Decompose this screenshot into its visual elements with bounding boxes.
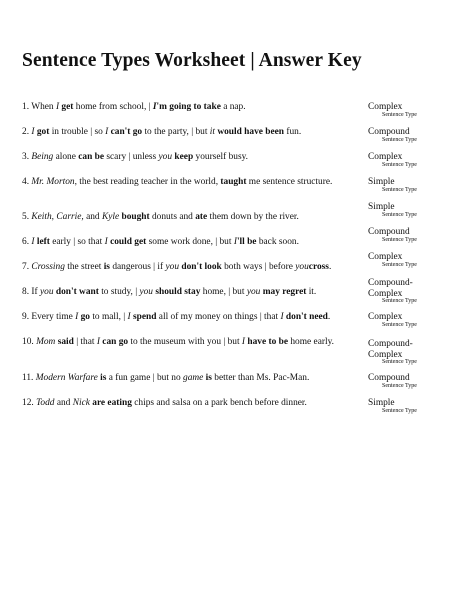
sentence-text: taught [220,177,247,187]
sentence-text: I [152,102,157,112]
sentence-text: | that [73,337,97,347]
sentence-text: don't look [181,262,222,272]
item-number: 7. [22,262,32,272]
sentence-text: I [31,237,35,247]
sentence-text: . [327,312,331,322]
item-number: 2. [22,127,32,137]
sentence-text: early | so that [49,237,105,247]
sentence-text: I [104,237,108,247]
item-number: 5. [22,212,32,222]
sentence-item [22,312,352,324]
sentence-text: some work done, | but [146,237,234,247]
sentence-text: back soon. [256,237,299,247]
sentence-text: you [295,262,309,272]
sentence-type-label: Sentence Type [382,211,417,218]
sentence-text: said [57,337,74,347]
sentence-text: in trouble | so [49,127,106,137]
sentence-text: don't need [285,312,328,322]
sentence-item [22,127,352,139]
item-number: 4. [22,177,32,187]
sentence-text: don't want [55,287,99,297]
sentence-text: 'll be [236,237,257,247]
sentence-text: home early. [288,337,335,347]
sentence-type-label: Sentence Type [382,321,417,328]
sentence-text: get [61,102,74,112]
sentence-type-label: Sentence Type [382,298,417,304]
sentence-text: I [241,337,246,347]
sentence-text: me sentence structure. [246,177,333,187]
sentence-text: dangerous | if [109,262,166,272]
sentence-text: you [139,287,153,297]
sentence-item [22,102,352,114]
sentence-text: home, | but [200,287,247,297]
sentence-type-answer: Complex [368,152,403,162]
sentence-type-label: Sentence Type [382,261,417,268]
sentence-text: I [280,312,284,322]
sentence-type-answer: Simple [368,202,395,212]
sentence-text: the street [64,262,104,272]
sentence-text: can't go [110,127,143,137]
sentence-text: I [75,312,79,322]
item-number: 1. [22,102,32,112]
sentence-item [22,262,352,274]
sentence-text: home from school, | [73,102,153,112]
item-number: 11. [22,373,36,383]
sentence-text: Mr. Morton [31,177,75,187]
sentence-text: it. [306,287,317,297]
sentence-type-answer: Complex [368,312,403,322]
sentence-text: I [31,127,35,137]
sentence-text: keep [174,152,194,162]
sentence-text: Keith, Carrie, [31,212,84,222]
sentence-text: to mall, | [89,312,128,322]
sentence-text: should stay [155,287,201,297]
sentence-text: scary | unless [104,152,159,162]
sentence-text: donuts and [149,212,196,222]
sentence-text: I [96,337,100,347]
sentence-type-answer: Compound- Complex [368,278,413,299]
sentence-text: a fun game | but no [106,373,183,383]
sentence-text: them down by the river. [207,212,299,222]
sentence-text: I [233,237,237,247]
sentence-text: better than Ms. Pac-Man. [211,373,310,383]
sentence-type-answer: Compound [368,373,410,383]
sentence-text: spend [133,312,157,322]
sentence-text: , the best reading teacher in the world, [74,177,221,187]
sentence-text: you [246,287,261,297]
sentence-item [22,287,352,299]
sentence-text: and [83,212,102,222]
sentence-item [22,212,352,224]
sentence-text: I [127,312,131,322]
sentence-text: is [100,373,107,383]
sentence-type-label: Sentence Type [382,186,417,193]
sentence-item [22,177,352,189]
sentence-text: got [36,127,50,137]
sentence-text: is [103,262,110,272]
sentence-text: would have been [217,127,285,137]
sentence-text: both ways | before [221,262,296,272]
sentence-text: Mom [36,337,56,347]
sentence-text: it [209,127,215,137]
sentence-type-answer: Simple [368,398,395,408]
sentence-text: to the party, | but [142,127,210,137]
sentence-type-label: Sentence Type [382,359,417,365]
sentence-text: Being [31,152,54,162]
sentence-text: Crossing [31,262,65,272]
sentence-text: can go [102,337,129,347]
sentence-text: When [31,102,56,112]
sentence-text: ate [195,212,208,222]
sentence-text: you [158,152,173,162]
sentence-text: cross [308,262,329,272]
item-number: 8. [22,287,32,297]
sentence-text: to the museum with you | but [128,337,242,347]
sentence-text: all of my money on things | that [156,312,281,322]
item-number: 10. [22,337,37,347]
sentence-type-label: Sentence Type [382,136,417,143]
sentence-text: game [183,373,204,383]
sentence-text: go [80,312,90,322]
sentence-type-answer: Complex [368,102,403,112]
sentence-text: a nap. [220,102,246,112]
sentence-text: have to be [247,337,289,347]
sentence-text: you [165,262,180,272]
sentence-text: to study, | [98,287,140,297]
sentence-item [22,373,352,385]
sentence-text: Todd [36,398,55,408]
sentence-text: I [55,102,60,112]
sentence-text: 'm going to take [156,102,221,112]
sentence-type-label: Sentence Type [382,161,417,168]
sentence-type-answer: Compound- Complex [368,339,413,360]
sentence-text: yourself busy. [193,152,249,162]
sentence-text: chips and salsa on a park bench before dinner. [131,398,307,408]
item-number: 6. [22,237,32,247]
sentence-type-answer: Complex [368,252,403,262]
sentence-text: and [54,398,73,408]
sentence-type-label: Sentence Type [382,382,417,389]
sentence-text: . [328,262,332,272]
sentence-text: Every time [31,312,76,322]
page-title: Sentence Types Worksheet | Answer Key [22,50,362,71]
sentence-text: Kyle [101,212,120,222]
sentence-text: If [31,287,40,297]
item-number: 9. [22,312,32,322]
sentence-text: is [205,373,212,383]
sentence-text: Modern Warfare [35,373,98,383]
sentence-text: fun. [284,127,302,137]
sentence-text: alone [53,152,79,162]
sentence-text: bought [121,212,150,222]
sentence-text: may regret [262,287,307,297]
sentence-text: I [105,127,109,137]
sentence-type-label: Sentence Type [382,407,417,414]
sentence-text: are eating [92,398,132,408]
sentence-type-label: Sentence Type [382,236,417,243]
sentence-text: left [36,237,50,247]
item-number: 3. [22,152,32,162]
sentence-type-answer: Simple [368,177,395,187]
sentence-text: could get [110,237,147,247]
sentence-text: can be [78,152,105,162]
sentence-item [22,337,352,349]
sentence-text: you [39,287,54,297]
sentence-item [22,152,352,164]
sentence-type-answer: Compound [368,227,410,237]
sentence-type-label: Sentence Type [382,111,417,118]
sentence-item [22,237,352,249]
sentence-item [22,398,352,410]
item-number: 12. [22,398,37,408]
sentence-text: Nick [72,398,90,408]
sentence-type-answer: Compound [368,127,410,137]
